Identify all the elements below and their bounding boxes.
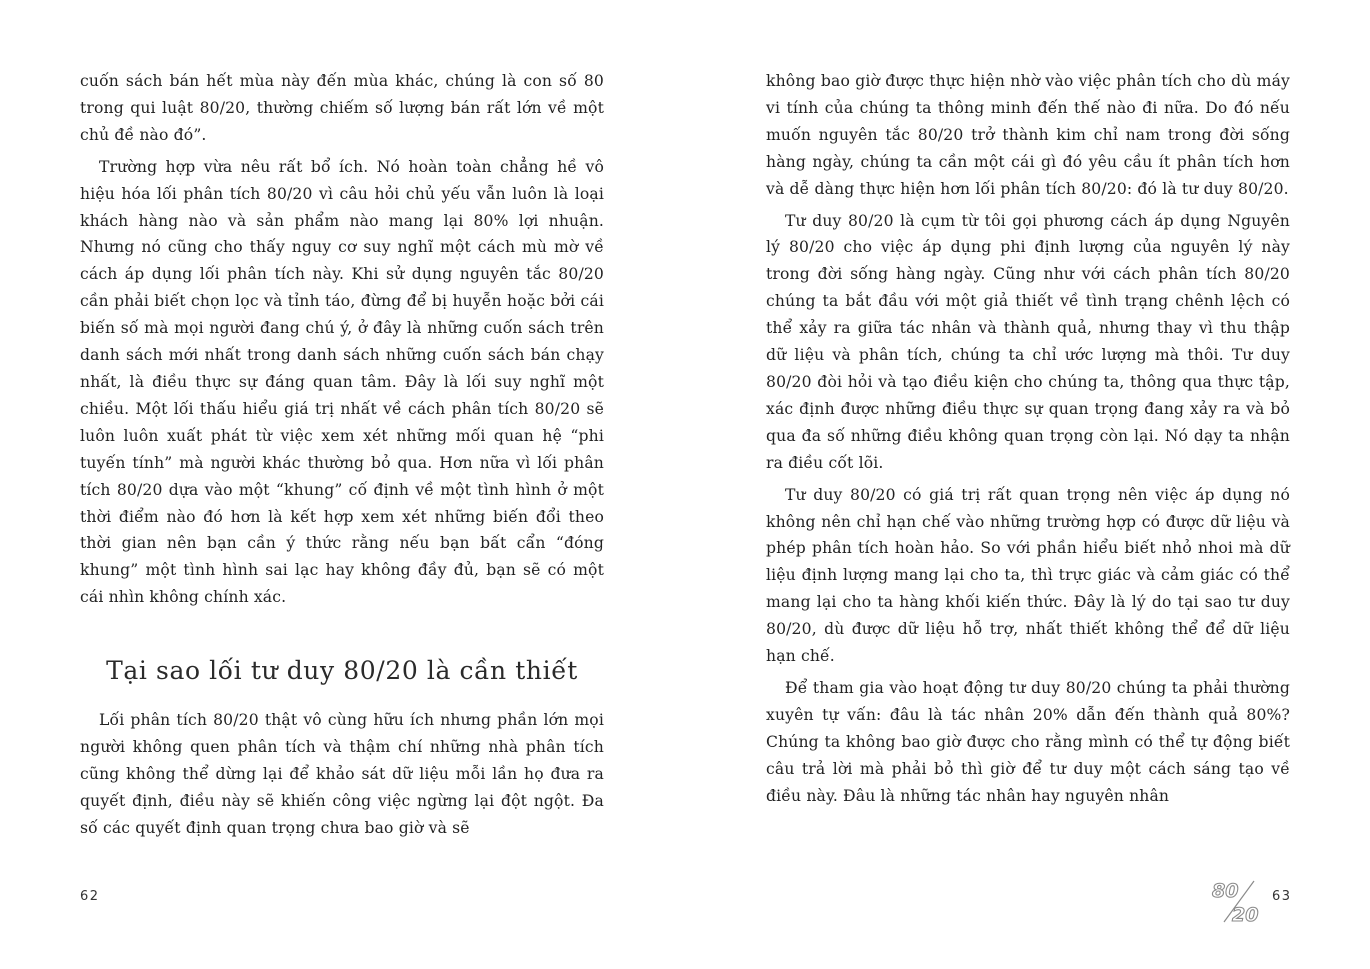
- logo-bottom-text: 20: [1232, 904, 1259, 926]
- book-logo-icon: [1210, 878, 1266, 926]
- paragraph: Tư duy 80/20 có giá trị rất quan trọng nên việc áp dụng nó không nên chỉ hạn chế vào những trường hợp có được dữ liệu và phép phân tích hoàn hảo. So với phần hiểu biết nhỏ nhoi mà dữ liệu định lượng mang lại cho ta, thì trực giác và cảm giác có thể mang lại cho ta hàng khối kiến thức. Đây là lý do tại sao tư duy 80/20, dù được dữ liệu hỗ trợ, nhất thiết không thể để dữ liệu hạn chế.: [766, 485, 1290, 666]
- paragraph: Lối phân tích 80/20 thật vô cùng hữu ích nhưng phần lớn mọi người không quen phân tích và thậm chí những nhà phân tích cũng không thể dừng lại để khảo sát dữ liệu mỗi lần họ đưa ra quyết định, điều này sẽ khiến công việc ngừng lại đột ngột. Đa số các quyết định quan trọng chưa bao giờ và sẽ: [80, 711, 604, 837]
- section-heading: Tại sao lối tư duy 80/20 là cần thiết: [106, 656, 578, 685]
- logo-top-text: 80: [1212, 880, 1239, 902]
- right-text: [766, 68, 1290, 814]
- paragraph: Để tham gia vào hoạt động tư duy 80/20 chúng ta phải thường xuyên tự vấn: đâu là tác nhân 20% dẫn đến thành quả 80%? Chúng ta không bao giờ được cho rằng mình có thể tự động biết câu trả lời mà phải bỏ thì giờ để tư duy một cách sáng tạo về điều này. Đâu là những tác nhân hay nguyên nhân: [766, 678, 1290, 805]
- paragraph: Tư duy 80/20 là cụm từ tôi gọi phương cách áp dụng Nguyên lý 80/20 cho việc áp dụng phi định lượng của nguyên lý này trong đời sống hàng ngày. Cũng như với cách phân tích 80/20 chúng ta bắt đầu với một giả thiết về tình trạng chênh lệch có thể xảy ra giữa tác nhân và thành quả, nhưng thay vì thu thập dữ liệu và phân tích, chúng ta chỉ ước lượng mà thôi. Tư duy 80/20 đòi hỏi và tạo điều kiện cho chúng ta, thông qua thực tập, xác định được những điều thực sự quan trọng đang xảy ra và bỏ qua đa số những điều không quan trọng còn lại. Nó dạy ta nhận ra điều cốt lõi.: [766, 211, 1290, 472]
- paragraph: Trường hợp vừa nêu rất bổ ích. Nó hoàn toàn chẳng hề vô hiệu hóa lối phân tích 80/20 vì câu hỏi chủ yếu vẫn luôn là loại khách hàng nào và sản phẩm nào mang lại 80% lợi nhuận. Nhưng nó cũng cho thấy nguy cơ suy nghĩ một cách mù mờ về cách áp dụng lối phân tích này. Khi sử dụng nguyên tắc 80/20 cần phải biết chọn lọc và tỉnh táo, đừng để bị huyễn hoặc bởi cái biến số mà mọi người đang chú ý, ở đây là những cuốn sách trên danh sách mới nhất trong danh sách những cuốn sách bán chạy nhất, là điều thực sự đáng quan tâm. Đây là lối suy nghĩ một chiều. Một lối thấu hiểu giá trị nhất về cách phân tích 80/20 sẽ luôn luôn xuất phát từ việc xem xét những mối quan hệ “phi tuyến tính” mà người khác thường bỏ qua. Hơn nữa vì lối phân tích 80/20 dựa vào một “khung” cố định về một tình hình ở một thời điểm nào đó hơn là kết hợp xem xét những biến đổi theo thời gian nên bạn cần ý thức rằng nếu bạn bất cẩn “đóng khung” một tình hình sai lạc hay không đầy đủ, bạn sẽ có một cái nhìn không chính xác.: [80, 157, 604, 607]
- paragraph: không bao giờ được thực hiện nhờ vào việc phân tích cho dù máy vi tính của chúng ta thông minh đến thế nào đi nữa. Do đó nếu muốn nguyên tắc 80/20 trở thành kim chỉ nam trong đời sống hàng ngày, chúng ta cần một cái gì đó yêu cầu ít phân tích hơn và dễ dàng thực hiện hơn lối phân tích 80/20: đó là tư duy 80/20.: [766, 72, 1290, 198]
- right-page: [685, 0, 1370, 969]
- left-text-top: [80, 68, 604, 616]
- left-text-bottom: [80, 707, 604, 847]
- page-number-right: 63: [1272, 889, 1292, 904]
- paragraph: cuốn sách bán hết mùa này đến mùa khác, chúng là con số 80 trong qui luật 80/20, thường chiếm số lượng bán rất lớn về một chủ đề nào đó”.: [80, 72, 604, 144]
- page-number-left: 62: [80, 889, 100, 904]
